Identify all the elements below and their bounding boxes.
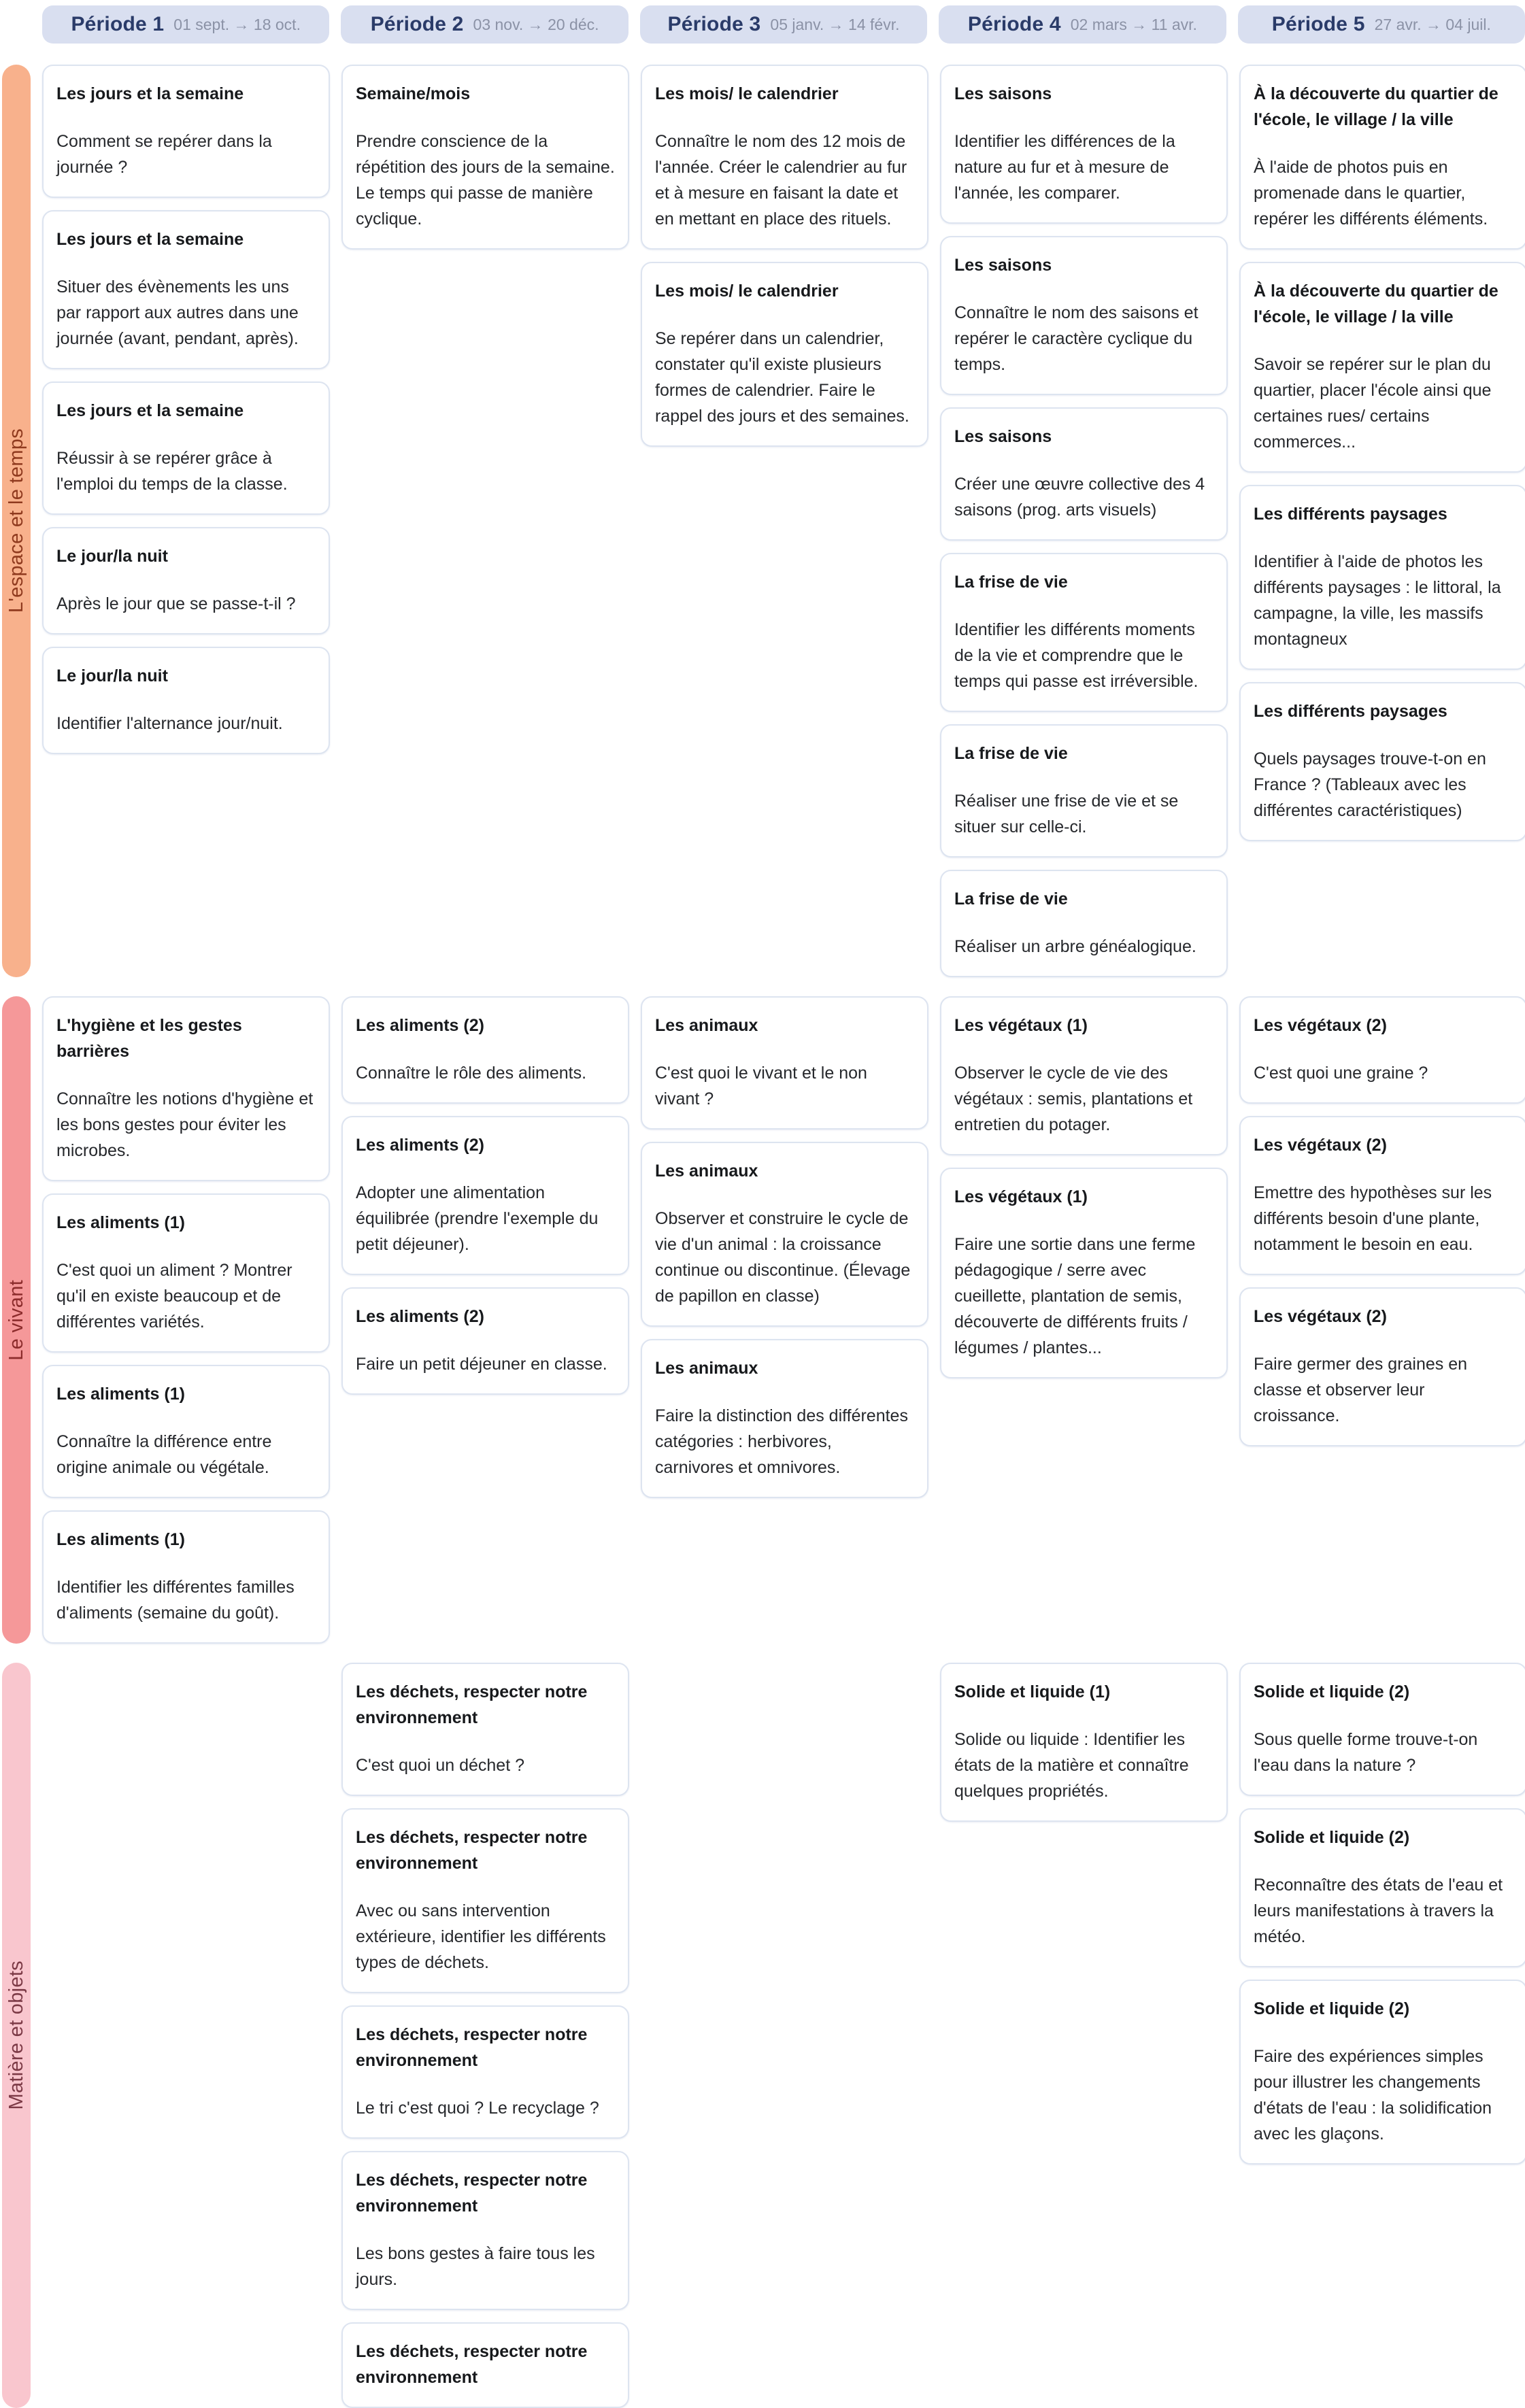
lesson-card[interactable] [641,262,928,447]
card-body: Réussir à se repérer grâce à l'emploi du temps de la classe. [56,449,288,494]
card-title: Les animaux [655,1016,758,1035]
lesson-card[interactable] [641,1339,928,1498]
card-title: Les animaux [655,1359,758,1378]
lesson-card[interactable] [641,996,928,1130]
card-title: La frise de vie [954,744,1068,763]
card-title: Les végétaux (1) [954,1187,1088,1206]
lesson-card[interactable] [341,2322,629,2408]
lesson-card[interactable] [1239,485,1525,670]
period-label: Période 4 [967,13,1061,35]
card-body: Créer une œuvre collective des 4 saisons (prog. arts visuels) [954,475,1205,520]
lesson-card[interactable] [341,996,629,1104]
card-body: Identifier les différences de la nature au fur et à mesure de l'année, les comparer. [954,132,1175,203]
period-dates: 05 janv. → 14 févr. [770,15,900,33]
lesson-card[interactable] [1239,1287,1525,1446]
card-title: Les saisons [954,84,1052,103]
card-body: Connaître le nom des 12 mois de l'année. Créer le calendrier au fur et à mesure en faisant la date et en mettant en place des rituels. [655,132,907,228]
card-title: Les différents paysages [1254,505,1447,524]
card-body: Les bons gestes à faire tous les jours. [356,2244,595,2289]
lesson-card[interactable] [341,1808,629,1993]
lesson-card[interactable] [341,1287,629,1395]
card-body: Faire un petit déjeuner en classe. [356,1355,607,1374]
card-body: Sous quelle forme trouve-t-on l'eau dans la nature ? [1254,1730,1478,1775]
card-title: Les jours et la semaine [56,230,244,249]
period-header-5 [1238,5,1525,44]
card-body: Identifier les différents moments de la vie et comprendre que le temps qui passe est irréversible. [954,620,1199,691]
row-3-period-4-column [940,1663,1228,2408]
card-title: Le jour/la nuit [56,547,168,566]
period-header-3 [640,5,927,44]
card-title: Solide et liquide (2) [1254,1828,1410,1847]
lesson-card[interactable] [341,65,629,250]
lesson-card[interactable] [940,1663,1228,1822]
card-body: Avec ou sans intervention extérieure, identifier les différents types de déchets. [356,1901,606,1972]
card-body: Identifier les différentes familles d'aliments (semaine du goût). [56,1578,295,1623]
lesson-card[interactable] [42,1510,330,1644]
row-3-period-1-column [42,1663,330,2408]
card-title: Les aliments (1) [56,1385,185,1404]
card-title: Les aliments (2) [356,1136,484,1155]
card-title: Les déchets, respecter notre environnement [356,2025,588,2070]
card-body: Connaître le nom des saisons et repérer le caractère cyclique du temps. [954,303,1199,374]
lesson-card[interactable] [940,407,1228,541]
lesson-card[interactable] [42,65,330,198]
card-title: Les déchets, respecter notre environnement [356,2342,588,2387]
card-title: Les déchets, respecter notre environnement [356,2171,588,2216]
row-2-period-5-column [1239,996,1525,1644]
card-title: Les déchets, respecter notre environnement [356,1682,588,1727]
card-body: Le tri c'est quoi ? Le recyclage ? [356,2099,599,2118]
lesson-card[interactable] [1239,65,1525,250]
card-title: L'hygiène et les gestes barrières [56,1016,242,1061]
card-body: Faire la distinction des différentes catégories : herbivores, carnivores et omnivores. [655,1406,908,1477]
card-body: Connaître le rôle des aliments. [356,1064,587,1083]
row-1-period-1-column [42,65,330,977]
card-title: Le jour/la nuit [56,666,168,685]
card-title: À la découverte du quartier de l'école, le village / la ville [1254,282,1498,326]
card-title: Solide et liquide (2) [1254,1999,1410,2018]
period-header-row [42,5,1525,44]
lesson-card[interactable] [641,1142,928,1327]
row-label: Le vivant [5,1279,27,1361]
period-header-4 [939,5,1226,44]
card-title: Les saisons [954,256,1052,275]
card-body: Réaliser une frise de vie et se situer sur celle-ci. [954,792,1179,836]
domain-row-1 [2,65,1525,977]
card-body: Faire une sortie dans une ferme pédagogique / serre avec cueillette, plantation de semis, découverte de différents fruits / légumes / plantes... [954,1235,1196,1357]
lesson-card[interactable] [641,65,928,250]
card-body: Comment se repérer dans la journée ? [56,132,272,177]
card-body: Faire des expériences simples pour illustrer les changements d'états de l'eau : la solidification avec les glaçons. [1254,2047,1492,2143]
period-dates: 27 avr. → 04 juil. [1374,15,1491,33]
lesson-card[interactable] [42,1193,330,1353]
row-1-period-4-column [940,65,1228,977]
period-header-2 [341,5,628,44]
card-body: Connaître la différence entre origine animale ou végétale. [56,1432,272,1477]
lesson-card[interactable] [42,996,330,1181]
domain-row-2 [2,996,1525,1644]
card-title: Les différents paysages [1254,702,1447,721]
card-body: Observer et construire le cycle de vie d'un animal : la croissance continue ou discontinue. (Élevage de papillon en classe) [655,1209,911,1306]
row-2-period-2-column [341,996,629,1644]
row-1-period-2-column [341,65,629,977]
lesson-card[interactable] [940,553,1228,712]
card-title: Solide et liquide (2) [1254,1682,1410,1701]
row-2-period-4-column [940,996,1228,1644]
card-body: Emettre des hypothèses sur les différents besoin d'une plante, notamment le besoin en eau. [1254,1183,1492,1254]
lesson-card[interactable] [341,1663,629,1796]
card-title: Les mois/ le calendrier [655,282,839,301]
card-title: Solide et liquide (1) [954,1682,1111,1701]
row-band [2,996,31,1644]
row-3-period-5-column [1239,1663,1525,2408]
card-title: Les mois/ le calendrier [655,84,839,103]
card-title: Les animaux [655,1161,758,1181]
lesson-card[interactable] [940,724,1228,858]
row-band [2,1663,31,2408]
card-title: Les végétaux (2) [1254,1307,1387,1326]
card-body: Connaître les notions d'hygiène et les bons gestes pour éviter les microbes. [56,1089,314,1160]
row-3-period-2-column [341,1663,629,2408]
period-label: Période 2 [370,13,464,35]
card-body: Quels paysages trouve-t-on en France ? (Tableaux avec les différentes caractéristiques) [1254,749,1486,820]
lesson-card[interactable] [1239,1808,1525,1967]
lesson-card[interactable] [42,647,330,754]
card-title: Les aliments (1) [56,1530,185,1549]
card-title: Les végétaux (2) [1254,1016,1387,1035]
card-title: Les végétaux (2) [1254,1136,1387,1155]
row-1-period-5-column [1239,65,1525,977]
card-title: Les saisons [954,427,1052,446]
lesson-card[interactable] [940,1168,1228,1378]
card-title: Les jours et la semaine [56,84,244,103]
card-title: Semaine/mois [356,84,471,103]
period-label: Période 1 [71,13,165,35]
card-body: C'est quoi un aliment ? Montrer qu'il en existe beaucoup et de différentes variétés. [56,1261,292,1332]
row-band [2,65,31,977]
period-header-1 [42,5,329,44]
card-body: Prendre conscience de la répétition des jours de la semaine. Le temps qui passe de manière cyclique. [356,132,615,228]
card-title: Les végétaux (1) [954,1016,1088,1035]
card-body: Solide ou liquide : Identifier les états de la matière et connaître quelques propriétés. [954,1730,1189,1801]
card-body: Adopter une alimentation équilibrée (prendre l'exemple du petit déjeuner). [356,1183,599,1254]
card-title: Les aliments (1) [56,1213,185,1232]
card-body: Observer le cycle de vie des végétaux : semis, plantations et entretien du potager. [954,1064,1193,1134]
lesson-card[interactable] [341,2151,629,2310]
domain-row-3 [2,1663,1525,2408]
lesson-card[interactable] [42,1365,330,1498]
card-body: Réaliser un arbre généalogique. [954,937,1196,956]
lesson-card[interactable] [42,527,330,634]
card-body: Après le jour que se passe-t-il ? [56,594,296,613]
card-body: C'est quoi une graine ? [1254,1064,1428,1083]
period-label: Période 5 [1271,13,1365,35]
row-2-period-1-column [42,996,330,1644]
lesson-card[interactable] [1239,682,1525,841]
card-body: C'est quoi le vivant et le non vivant ? [655,1064,867,1108]
lesson-card[interactable] [42,381,330,515]
card-body: Faire germer des graines en classe et observer leur croissance. [1254,1355,1468,1425]
lesson-card[interactable] [940,65,1228,224]
lesson-card[interactable] [940,996,1228,1155]
lesson-card[interactable] [1239,1663,1525,1796]
lesson-card[interactable] [940,870,1228,977]
card-body: À l'aide de photos puis en promenade dans le quartier, repérer les différents éléments. [1254,158,1488,228]
lesson-card[interactable] [341,2005,629,2139]
card-body: Se repérer dans un calendrier, constater qu'il existe plusieurs formes de calendrier. Faire le rappel des jours et des semaines. [655,329,909,426]
card-body: Identifier à l'aide de photos les différents paysages : le littoral, la campagne, la ville, les massifs montagneux [1254,552,1501,649]
card-body: C'est quoi un déchet ? [356,1756,524,1775]
row-1-period-3-column [641,65,928,977]
card-title: À la découverte du quartier de l'école, le village / la ville [1254,84,1498,129]
lesson-card[interactable] [42,210,330,369]
card-title: Les aliments (2) [356,1307,484,1326]
card-title: La frise de vie [954,889,1068,909]
card-body: Savoir se repérer sur le plan du quartier, placer l'école ainsi que certaines rues/ certains commerces... [1254,355,1492,452]
card-title: Les déchets, respecter notre environnement [356,1828,588,1873]
lesson-card[interactable] [1239,262,1525,473]
card-body: Reconnaître des états de l'eau et leurs manifestations à travers la météo. [1254,1876,1503,1946]
lesson-card[interactable] [1239,1116,1525,1275]
card-title: La frise de vie [954,573,1068,592]
card-body: Identifier l'alternance jour/nuit. [56,714,283,733]
period-dates: 02 mars → 11 avr. [1070,15,1197,33]
lesson-card[interactable] [341,1116,629,1275]
row-label: Matière et objets [5,1961,27,2110]
rows [0,65,1525,2408]
row-label: L'espace et le temps [5,428,27,613]
lesson-card[interactable] [1239,1980,1525,2165]
period-label: Période 3 [667,13,761,35]
lesson-card[interactable] [940,236,1228,395]
period-dates: 01 sept. → 18 oct. [173,15,301,33]
row-2-period-3-column [641,996,928,1644]
card-title: Les aliments (2) [356,1016,484,1035]
card-title: Les jours et la semaine [56,401,244,420]
card-body: Situer des évènements les uns par rapport aux autres dans une journée (avant, pendant, après). [56,277,299,348]
lesson-card[interactable] [1239,996,1525,1104]
row-3-period-3-column [641,1663,928,2408]
period-dates: 03 nov. → 20 déc. [473,15,599,33]
